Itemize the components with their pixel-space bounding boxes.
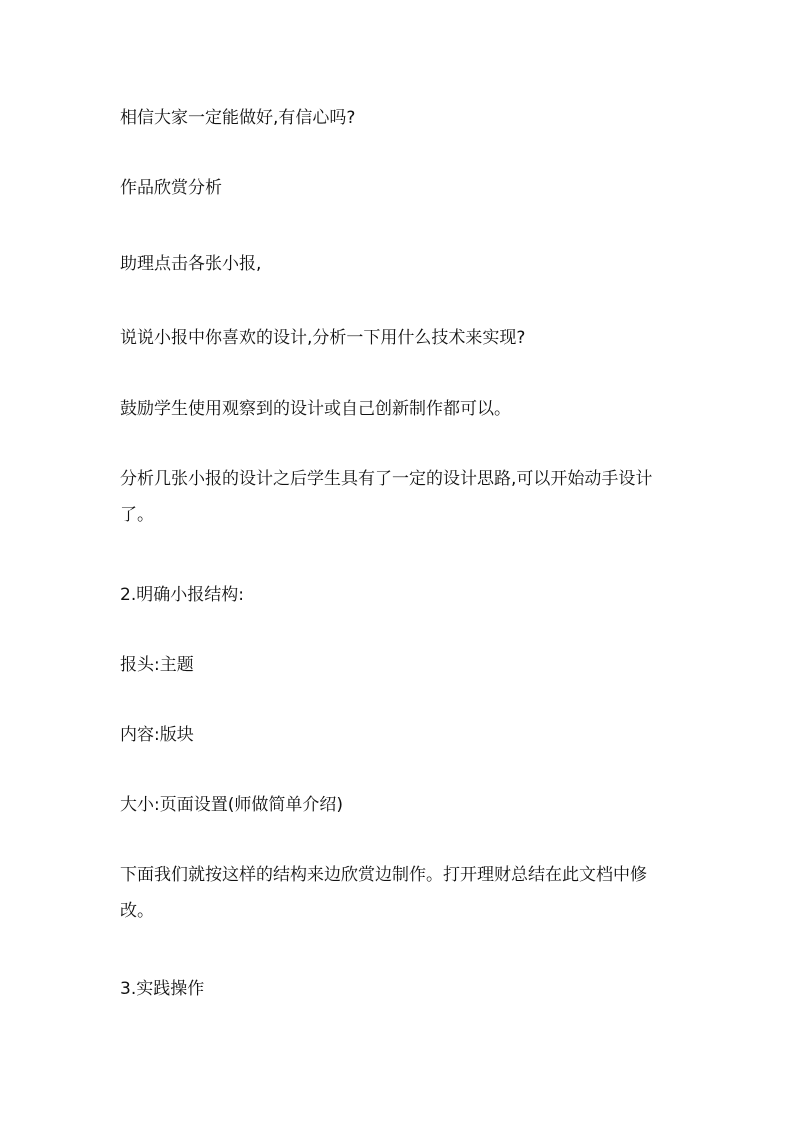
paragraph-encourage: 鼓励学生使用观察到的设计或自己创新制作都可以。 (120, 399, 511, 419)
paragraph-analysis: 分析几张小报的设计之后学生具有了一定的设计思路,可以开始动手设计了。 (120, 469, 653, 525)
paragraph-work-appreciation: 作品欣赏分析 (120, 178, 222, 198)
paragraph-masthead: 报头:主题 (120, 655, 194, 675)
heading-practice: 3.实践操作 (120, 979, 205, 999)
paragraph-discuss-design: 说说小报中你喜欢的设计,分析一下用什么技术来实现? (120, 328, 526, 348)
paragraph-confidence: 相信大家一定能做好,有信心吗? (120, 108, 356, 128)
heading-structure: 2.明确小报结构: (120, 585, 244, 605)
paragraph-instructions: 下面我们就按这样的结构来边欣赏边制作。打开理财总结在此文档中修改。 (120, 865, 647, 921)
paragraph-size: 大小:页面设置(师做简单介绍) (120, 795, 343, 815)
paragraph-assistant-click: 助理点击各张小报, (120, 254, 262, 274)
paragraph-content: 内容:版块 (120, 725, 194, 745)
